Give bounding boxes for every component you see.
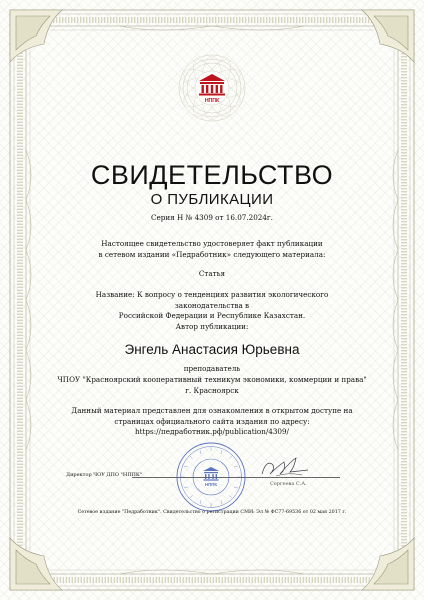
author-label: Автор публикации: — [175, 322, 249, 331]
signer-name: Сергеева С.А. — [270, 481, 307, 487]
corner-ornament-bottom-right — [362, 538, 414, 590]
publisher-logo — [178, 54, 246, 122]
author-organization — [30, 375, 394, 396]
intro-line-1: Настоящее свидетельство удостоверяет факт публикации — [101, 239, 323, 248]
certificate-subtitle: О ПУБЛИКАЦИИ — [150, 191, 274, 208]
intro-text — [30, 239, 394, 260]
logo-text: НППК — [204, 98, 220, 104]
series-number: Серия Н № 4309 от 16.07.2024г. — [151, 213, 273, 222]
author-name: Энгель Анастасия Юрьевна — [124, 342, 300, 357]
corner-ornament-top-right — [362, 10, 414, 62]
publication-title-line-2: Российской Федерации и Республике Казахстан. — [118, 311, 306, 320]
author-position: преподаватель — [183, 364, 241, 373]
notice-line-2: страницах официального сайта издания по адресу: — [114, 416, 310, 426]
intro-line-2: в сетевом издании «Педработник» следующего материала: — [98, 249, 326, 259]
official-seal — [174, 440, 248, 514]
notice-line-1: Данный материал представлен для ознакомления в открытом доступе на — [71, 406, 353, 415]
organization-city: г. Красноярск — [185, 385, 239, 395]
director-label: Директор ЧОУ ДПО "НППК" — [66, 472, 143, 478]
certificate-title: СВИДЕТЕЛЬСТВО — [90, 160, 334, 190]
access-notice — [70, 406, 354, 438]
seal-building-icon — [203, 467, 219, 481]
corner-ornament-bottom-left — [10, 538, 62, 590]
publication-title — [62, 290, 362, 322]
organization-name: ЧПОУ "Красноярский кооперативный техникум экономики, коммерции и права" — [57, 375, 367, 384]
handwritten-signature — [256, 452, 316, 482]
publication-title-line-1: Название: К вопросу о тенденциях развития экологического законодательства в — [95, 290, 329, 310]
corner-ornament-top-left — [10, 10, 62, 62]
material-category: Статья — [198, 269, 226, 278]
seal-text: НППК — [204, 482, 218, 487]
publication-url-link[interactable]: https://педработник.рф/publication/4309/ — [135, 427, 289, 436]
footer-registration: Сетевое издание "Педработник". Свидетельство о регистрации СМИ: Эл № ФС77-69536 от 02 мая 2017 г. — [77, 510, 347, 515]
